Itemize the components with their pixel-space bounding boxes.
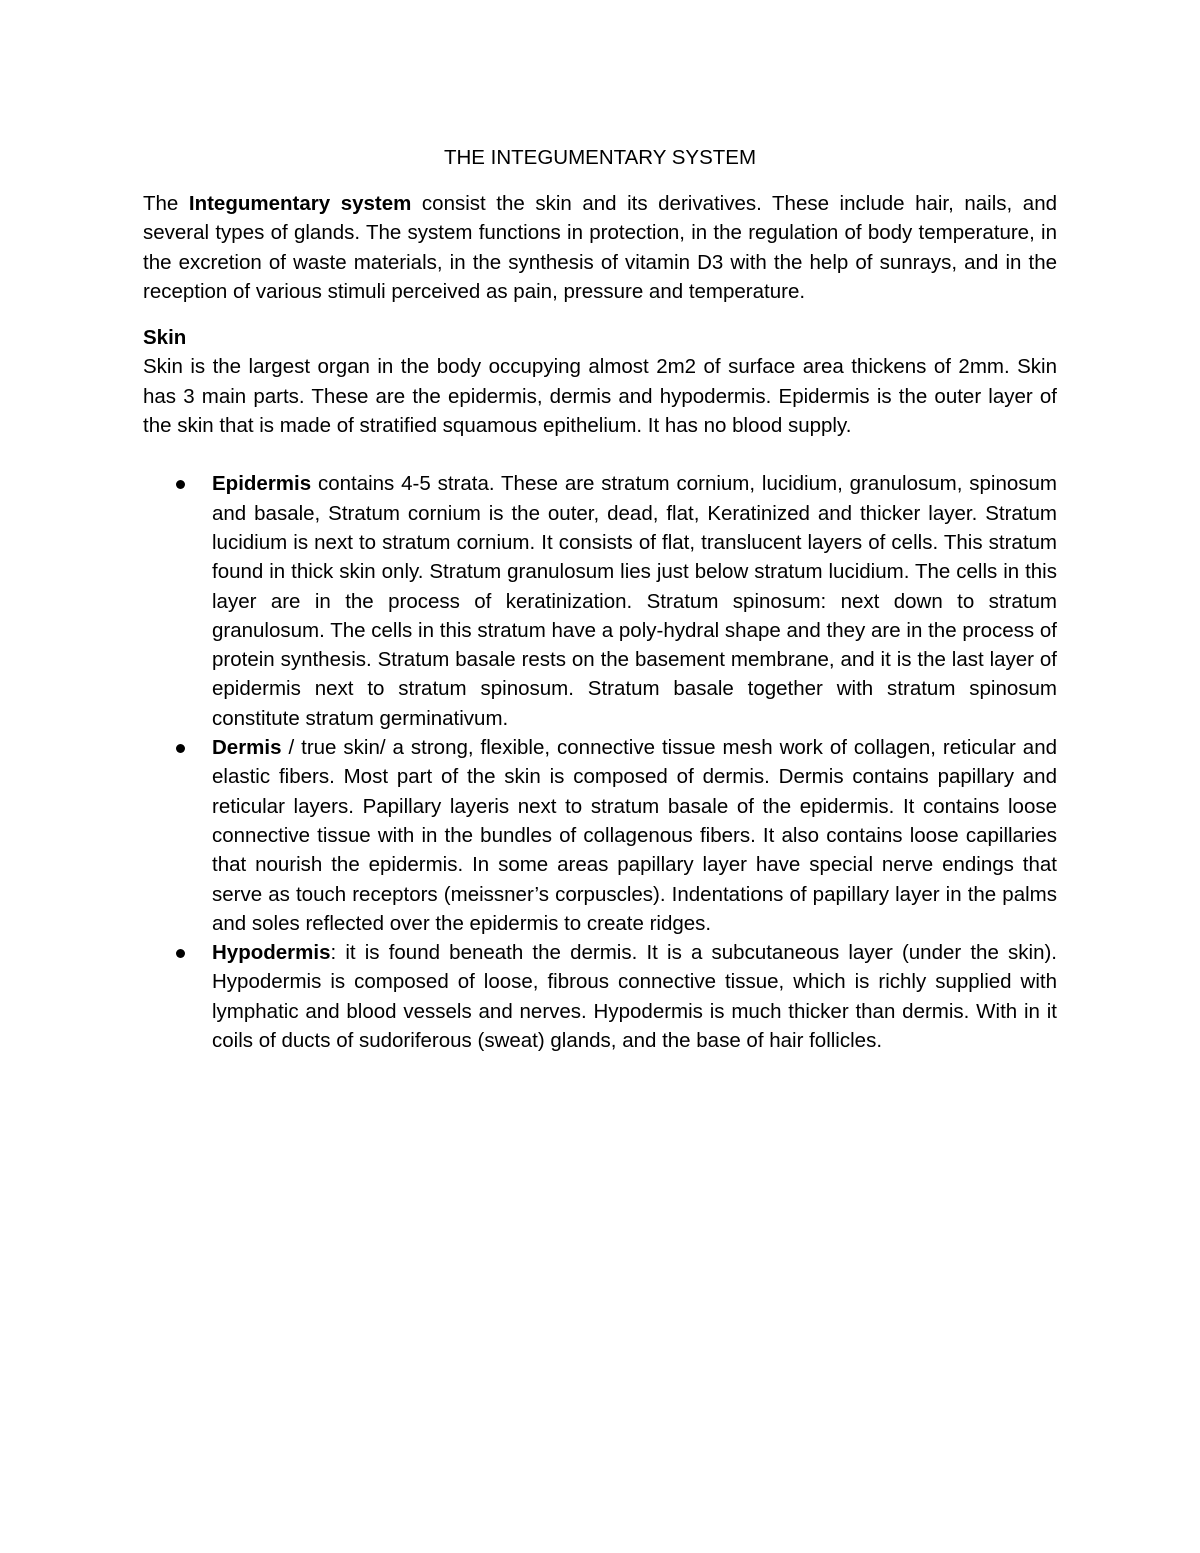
dermis-term: Dermis [212, 736, 282, 760]
intro-term: Integumentary system [188, 192, 412, 215]
list-item-hypodermis [143, 938, 1057, 1055]
intro-paragraph [143, 189, 1057, 306]
dermis-text: / true skin/ a strong, flexible, connective tissue mesh work of collagen, reticular and elastic fibers. Most part of the skin is composed of dermis. Dermis contains papillary and reticular layers. Papillary layeris next to stratum basale of the epidermis. It contains loose connective tissue with in the bundles of collagenous fibers. It also contains loose capillaries that nourish the epidermis. In some areas papillary layer have special nerve endings that serve as touch receptors (meissner’s corpuscles). Indentations of papillary layer in the palms and soles reflected over the epidermis to create ridges. [212, 736, 1057, 935]
skin-paragraph: Skin is the largest organ in the body occupying almost 2m2 of surface area thickens of 2mm. Skin has 3 main parts. These are the epidermis, dermis and hypodermis. Epidermis is the outer layer of the skin that is made of stratified squamous epithelium. It has no blood supply. [143, 355, 1057, 438]
document-title: THE INTEGUMENTARY SYSTEM [443, 146, 757, 169]
list-item-dermis [143, 733, 1057, 938]
intro-text: consist the skin and its derivatives. These include hair, nails, and several types of glands. The system functions in protection, in the regulation of body temperature, in the excretion of waste materials, in the synthesis of vitamin D3 with the help of sunrays, and in the reception of various stimuli perceived as pain, pressure and temperature. [143, 192, 1057, 303]
hypodermis-term: Hypodermis [212, 941, 331, 965]
hypodermis-text: : it is found beneath the dermis. It is a subcutaneous layer (under the skin). Hypodermis is composed of loose, fibrous connective tissue, which is richly supplied with lymphatic and blood vessels and nerves. Hypodermis is much thicker than dermis. With in it coils of ducts of sudoriferous (sweat) glands, and the base of hair follicles. [212, 941, 1057, 1053]
bullet-icon [176, 480, 185, 489]
epidermis-term: Epidermis [212, 472, 312, 496]
bullet-icon [176, 744, 185, 753]
layers-list [143, 469, 1057, 1055]
epidermis-text: contains 4-5 strata. These are stratum cornium, lucidium, granulosum, spinosum and basale, Stratum cornium is the outer, dead, flat, Keratinized and thicker layer. Stratum lucidium is next to stratum cornium. It consists of flat, translucent layers of cells. This stratum found in thick skin only. Stratum granulosum lies just below stratum lucidium. The cells in this layer are in the process of keratinization. Stratum spinosum: next down to stratum granulosum. The cells in this stratum have a poly-hydral shape and they are in the process of protein synthesis. Stratum basale rests on the basement membrane, and it is the last layer of epidermis next to stratum spinosum. Stratum basale together with stratum spinosum constitute stratum germinativum. [212, 472, 1057, 730]
document-page [143, 143, 1057, 1055]
bullet-icon [176, 949, 185, 958]
skin-heading: Skin [143, 326, 187, 350]
intro-lead: The [143, 192, 189, 215]
list-item-epidermis [143, 469, 1057, 733]
